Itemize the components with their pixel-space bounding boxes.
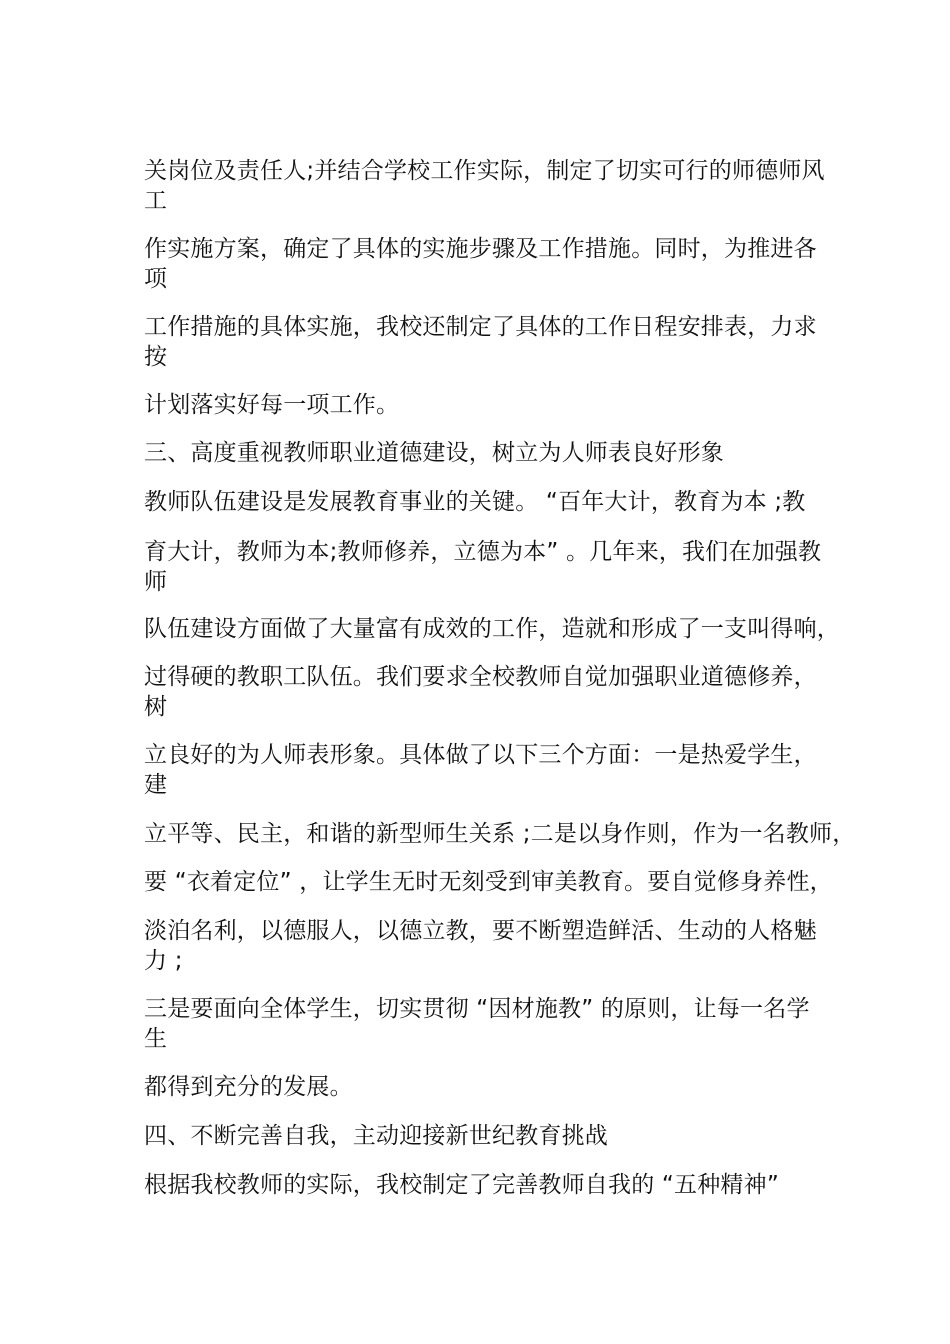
line-continuation: 建 (144, 772, 168, 798)
text-line-13 (144, 916, 824, 976)
text-line-9 (144, 662, 824, 722)
line-text: 过得硬的教职工队伍。我们要求全校教师自觉加强职业道德修养， (144, 664, 817, 690)
section-heading-4 (144, 1121, 824, 1151)
text-line-17 (144, 1170, 824, 1200)
line-continuation: 树 (144, 694, 168, 720)
text-line-15 (144, 1072, 824, 1102)
text-line-6 (144, 487, 824, 517)
text-line-8 (144, 614, 840, 644)
text-line-3 (144, 312, 824, 372)
text-line-10 (144, 740, 824, 800)
line-text: 要 “衣着定位” ，让学生无时无刻受到审美教育。要自觉修身养性， (144, 869, 833, 895)
line-continuation: 力 ; (144, 948, 183, 974)
line-text: 都得到充分的发展。 (144, 1074, 353, 1100)
line-text: 淡泊名利，以德服人，以德立教，要不断塑造鲜活、生动的人格魅 (144, 918, 817, 944)
line-continuation: 工 (144, 188, 168, 214)
text-line-7 (144, 537, 824, 597)
heading-text: 三、高度重视教师职业道德建设，树立为人师表良好形象 (144, 440, 724, 466)
line-continuation: 按 (144, 344, 168, 370)
line-continuation: 生 (144, 1026, 168, 1052)
text-line-14 (144, 994, 824, 1054)
heading-text: 四、不断完善自我，主动迎接新世纪教育挑战 (144, 1123, 608, 1149)
line-continuation: 项 (144, 266, 168, 292)
text-line-4 (144, 390, 824, 420)
section-heading-3 (144, 438, 824, 468)
line-continuation: 师 (144, 569, 168, 595)
text-line-2 (144, 234, 824, 294)
line-text: 教师队伍建设是发展教育事业的关键。 “百年大计，教育为本 ;教 (144, 489, 806, 515)
text-line-12 (144, 867, 833, 897)
text-line-1 (144, 156, 824, 216)
line-text: 立平等、民主，和谐的新型师生关系 ;二是以身作则，作为一名教师， (144, 821, 856, 847)
line-text: 关岗位及责任人;并结合学校工作实际，制定了切实可行的师德师风 (144, 158, 825, 184)
line-text: 育大计，教师为本;教师修养，立德为本” 。几年来，我们在加强教 (144, 539, 822, 565)
line-text: 根据我校教师的实际，我校制定了完善教师自我的 “五种精神” (144, 1172, 779, 1198)
line-text: 立良好的为人师表形象。具体做了以下三个方面：一是热爱学生， (144, 742, 817, 768)
text-line-11 (144, 819, 856, 849)
line-text: 三是要面向全体学生，切实贯彻 “因材施教” 的原则，让每一名学 (144, 996, 810, 1022)
line-text: 工作措施的具体实施，我校还制定了具体的工作日程安排表，力求 (144, 314, 817, 340)
line-text: 作实施方案，确定了具体的实施步骤及工作措施。同时，为推进各 (144, 236, 817, 262)
line-text: 队伍建设方面做了大量富有成效的工作，造就和形成了一支叫得响， (144, 616, 840, 642)
line-text: 计划落实好每一项工作。 (144, 392, 400, 418)
